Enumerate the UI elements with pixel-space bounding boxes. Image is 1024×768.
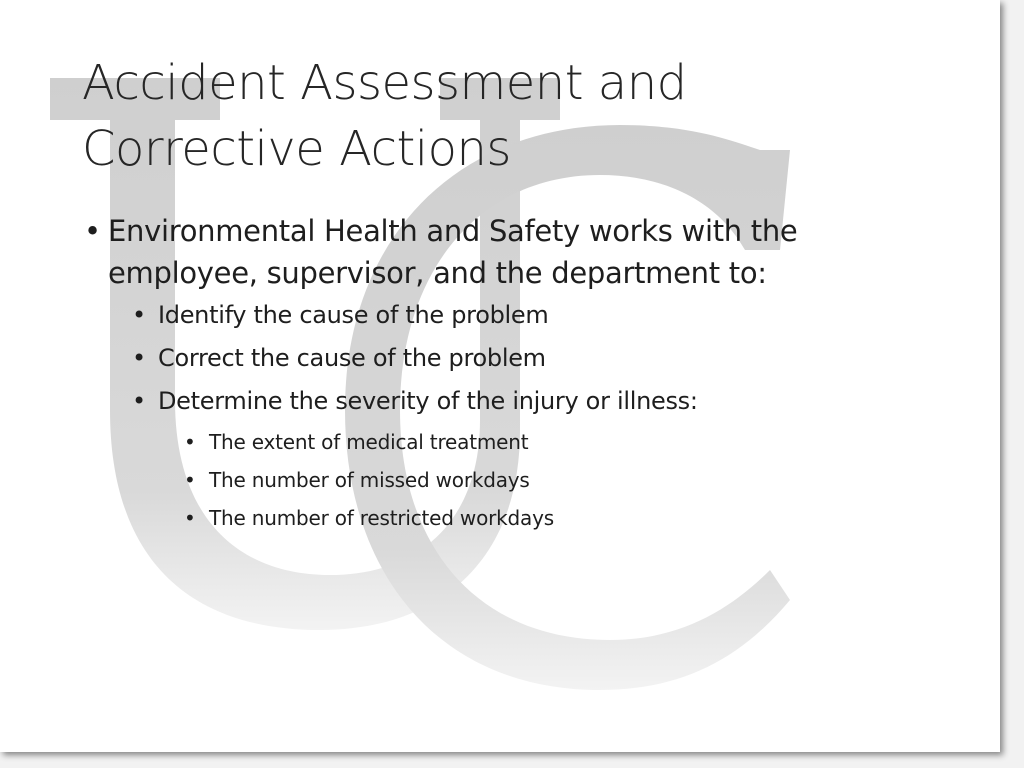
level2-text: Correct the cause of the problem xyxy=(158,344,546,372)
level1-text-line-2: employee, supervisor, and the department to: xyxy=(108,256,767,290)
bullet-icon: • xyxy=(132,344,146,372)
slide-title xyxy=(82,50,942,182)
list-item-level1 xyxy=(84,210,954,294)
list-item-level2 xyxy=(84,380,954,423)
list-item-level2 xyxy=(84,337,954,380)
bullet-icon: • xyxy=(132,301,146,329)
level2-text: Identify the cause of the problem xyxy=(158,301,549,329)
title-line-1: Accident Assessment and xyxy=(82,55,687,111)
bullet-icon: • xyxy=(184,430,196,454)
level3-text: The number of restricted workdays xyxy=(209,506,554,530)
list-item-level3 xyxy=(84,423,954,461)
list-item-level3 xyxy=(84,461,954,499)
bullet-icon: • xyxy=(84,214,101,248)
bullet-icon: • xyxy=(184,468,196,492)
bullet-list xyxy=(84,210,954,537)
level1-text-line-1: Environmental Health and Safety works with the xyxy=(108,214,798,248)
level2-text: Determine the severity of the injury or illness: xyxy=(158,387,698,415)
list-item-level3 xyxy=(84,499,954,537)
bullet-icon: • xyxy=(184,506,196,530)
level3-text: The extent of medical treatment xyxy=(209,430,529,454)
list-item-level2 xyxy=(84,294,954,337)
level3-text: The number of missed workdays xyxy=(209,468,530,492)
bullet-icon: • xyxy=(132,387,146,415)
title-line-2: Corrective Actions xyxy=(82,121,511,177)
